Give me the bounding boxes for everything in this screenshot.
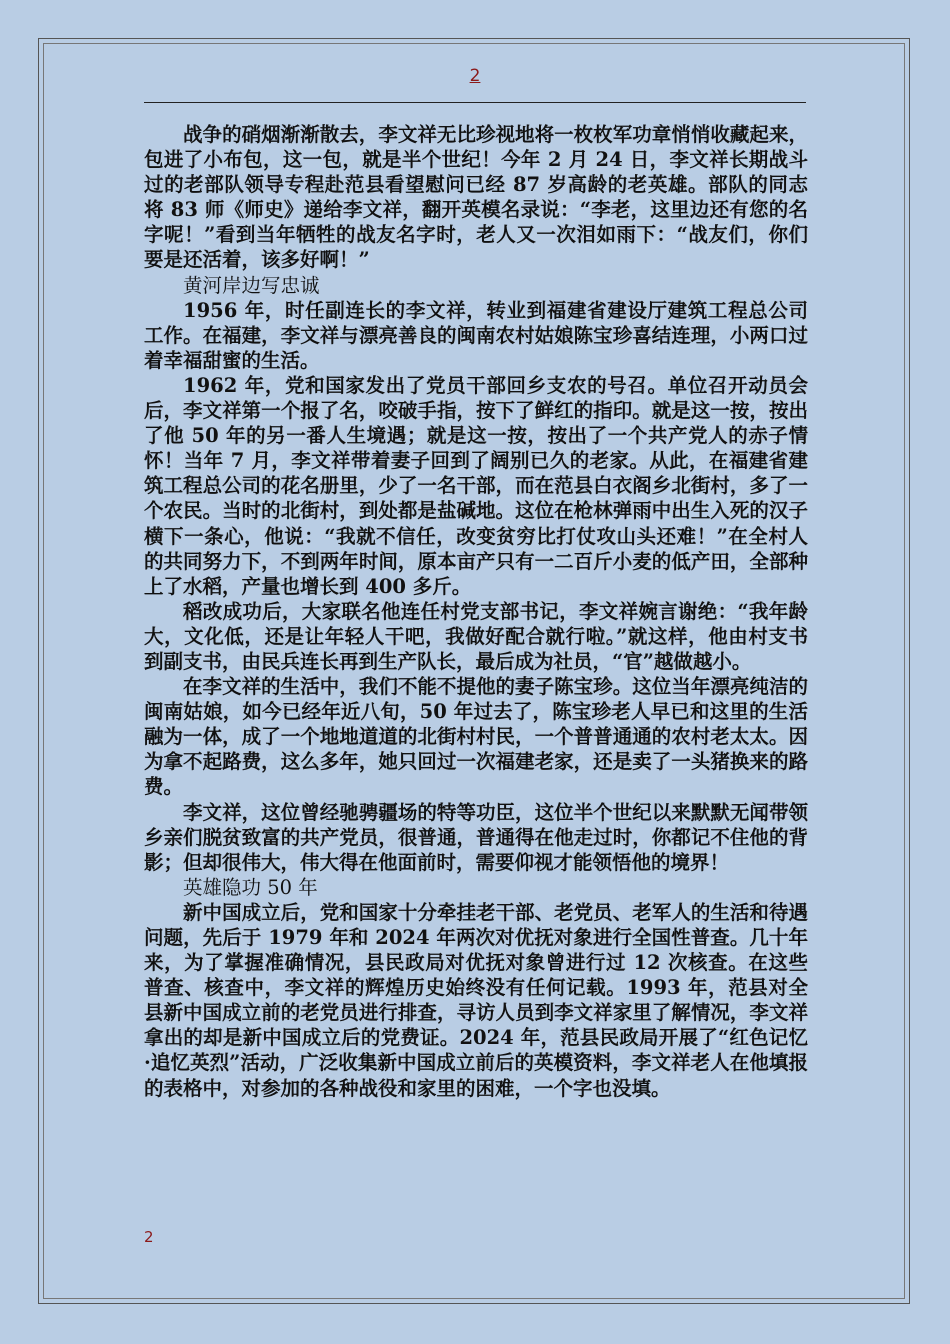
section-heading: 黄河岸边写忠诚 [183,273,320,297]
paragraph: 1956 年，时任副连长的李文祥，转业到福建省建设厅建筑工程总公司工作。在福建，李文祥与漂亮善良的闽南农村姑娘陈宝珍喜结连理，小两口过着幸福甜蜜的生活。 [144,298,808,372]
article-body [144,122,808,1101]
paragraph: 在李文祥的生活中，我们不能不提他的妻子陈宝珍。这位当年漂亮纯洁的闽南姑娘，如今已经年近八旬，50 年过去了，陈宝珍老人早已和这里的生活融为一体，成了一个地地道道的北街村村民，一个普普通通的农村老太太。因为拿不起路费，这么多年，她只回过一次福建老家，还是卖了一头猪换来的路费。 [144,675,808,799]
footer-page-number: 2 [144,1228,154,1246]
paragraph: 战争的硝烟渐渐散去，李文祥无比珍视地将一枚枚军功章悄悄收藏起来，包进了小布包，这一包，就是半个世纪！今年 2 月 24 日，李文祥长期战斗过的老部队领导专程赴范县看望慰问已经 87 岁高龄的老英雄。部队的同志将 83 师《师史》递给李文祥，翻开英模名录说：“李老，这里边还有您的名字呢！”看到当年牺牲的战友名字时，老人又一次泪如雨下：“战友们，你们要是还活着，该多好啊！” [144,123,808,272]
paragraph: 李文祥，这位曾经驰骋疆场的特等功臣，这位半个世纪以来默默无闻带领乡亲们脱贫致富的共产党员，很普通，普通得在他走过时，你都记不住他的背影；但却很伟大，伟大得在他面前时，需要仰视才能领悟他的境界！ [144,800,808,874]
paragraph: 稻改成功后，大家联名他连任村党支部书记，李文祥婉言谢绝：“我年龄大，文化低，还是让年轻人干吧，我做好配合就行啦。”就这样，他由村支书到副支书，由民兵连长再到生产队长，最后成为社员，“官”越做越小。 [144,599,808,673]
section-heading: 英雄隐功 50 年 [183,875,318,899]
header-page-number: 2 [469,66,481,86]
paragraph: 新中国成立后，党和国家十分牵挂老干部、老党员、老军人的生活和待遇问题，先后于 1979 年和 2024 年两次对优抚对象进行全国性普查。几十年来，为了掌握准确情况，县民政局对优抚对象曾进行过 12 次核查。在这些普查、核查中，李文祥的辉煌历史始终没有任何记载。1993 年，范县对全县新中国成立前的老党员进行排查，寻访人员到李文祥家里了解情况，李文祥拿出的却是新中国成立后的党费证。2024 年，范县民政局开展了“红色记忆·追忆英烈”活动，广泛收集新中国成立前后的英模资料，李文祥老人在他填报的表格中，对参加的各种战役和家里的困难，一个字也没填。 [144,900,808,1100]
header-rule [144,102,806,103]
paragraph: 1962 年，党和国家发出了党员干部回乡支农的号召。单位召开动员会后，李文祥第一个报了名，咬破手指，按下了鲜红的指印。就是这一按，按出了他 50 年的另一番人生境遇；就是这一按，按出了一个共产党人的赤子情怀！当年 7 月，李文祥带着妻子回到了阔别已久的老家。从此，在福建省建筑工程总公司的花名册里，少了一名干部，而在范县白衣阁乡北街村，多了一个农民。当时的北街村，到处都是盐碱地。这位在枪林弹雨中出生入死的汉子横下一条心，他说：“我就不信任，改变贫穷比打仗攻山头还难！”在全村人的共同努力下，不到两年时间，原本亩产只有一二百斤小麦的低产田，全部种上了水稻，产量也增长到 400 多斤。 [144,373,808,598]
